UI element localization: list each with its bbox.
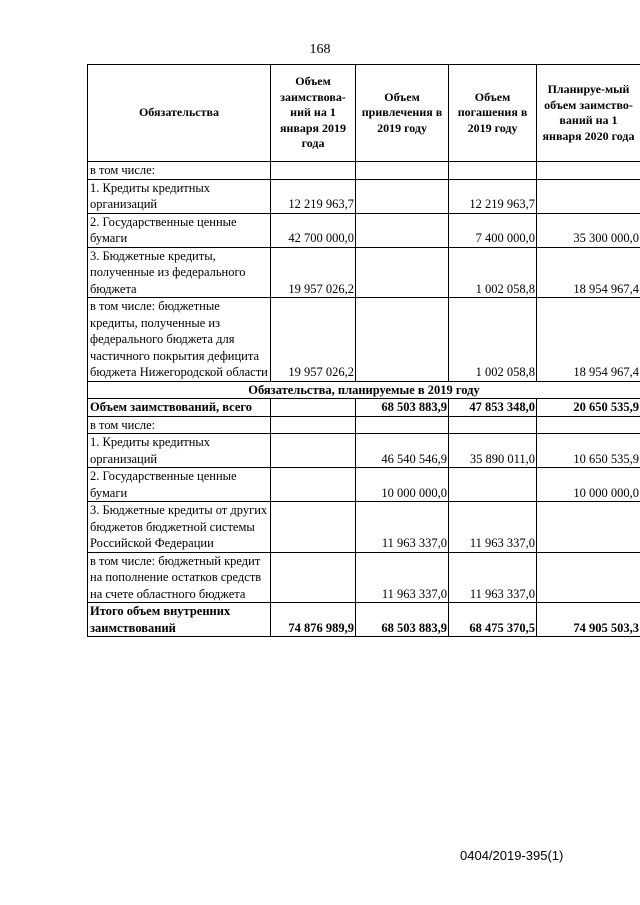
- cell: 42 700 000,0: [271, 213, 356, 247]
- section-row: [88, 381, 640, 399]
- row-label: Итого объем внутренних заимствований: [88, 603, 271, 637]
- cell: 12 219 963,7: [271, 179, 356, 213]
- cell: [271, 434, 356, 468]
- cell: [271, 468, 356, 502]
- cell: [356, 247, 449, 298]
- cell: 18 954 967,4: [537, 247, 640, 298]
- section-title: Обязательства, планируемые в 2019 году: [88, 381, 640, 399]
- cell: [271, 399, 356, 417]
- row-label: 3. Бюджетные кредиты от других бюджетов бюджетной системы Российской Федерации: [88, 502, 271, 553]
- cell: [537, 162, 640, 180]
- cell: 11 963 337,0: [449, 552, 537, 603]
- cell: [449, 162, 537, 180]
- cell: 35 300 000,0: [537, 213, 640, 247]
- cell: 1 002 058,8: [449, 298, 537, 382]
- cell: 68 475 370,5: [449, 603, 537, 637]
- cell: [271, 162, 356, 180]
- cell: [356, 213, 449, 247]
- cell: 35 890 011,0: [449, 434, 537, 468]
- header-planned-jan-2020: Планируе-мый объем заимство-ваний на 1 января 2020 года: [537, 65, 640, 162]
- table-row: [88, 298, 640, 382]
- table-row: [88, 179, 640, 213]
- table-header-row: [88, 65, 640, 162]
- cell: 74 876 989,9: [271, 603, 356, 637]
- header-repayment-2019: Объем погашения в 2019 году: [449, 65, 537, 162]
- cell: 74 905 503,3: [537, 603, 640, 637]
- cell: 10 650 535,9: [537, 434, 640, 468]
- cell: [356, 298, 449, 382]
- table-row: [88, 552, 640, 603]
- cell: 68 503 883,9: [356, 603, 449, 637]
- cell: 11 963 337,0: [449, 502, 537, 553]
- page-number: 168: [309, 42, 331, 57]
- table-row: [88, 502, 640, 553]
- table-row: [88, 399, 640, 417]
- cell: 10 000 000,0: [537, 468, 640, 502]
- cell: 1 002 058,8: [449, 247, 537, 298]
- row-label: Объем заимствований, всего: [88, 399, 271, 417]
- cell: 18 954 967,4: [537, 298, 640, 382]
- table-row: [88, 416, 640, 434]
- row-label: 3. Бюджетные кредиты, полученные из федерального бюджета: [88, 247, 271, 298]
- cell: 19 957 026,2: [271, 247, 356, 298]
- cell: [537, 416, 640, 434]
- cell: 10 000 000,0: [356, 468, 449, 502]
- cell: 19 957 026,2: [271, 298, 356, 382]
- header-obligations: Обязательства: [88, 65, 271, 162]
- header-attraction-2019: Объем привлечения в 2019 году: [356, 65, 449, 162]
- cell: [537, 502, 640, 553]
- debt-table: [87, 64, 640, 637]
- total-row: [88, 603, 640, 637]
- table-row: [88, 247, 640, 298]
- row-label: в том числе:: [88, 416, 271, 434]
- table-row: [88, 162, 640, 180]
- cell: 11 963 337,0: [356, 552, 449, 603]
- cell: [356, 162, 449, 180]
- cell: 12 219 963,7: [449, 179, 537, 213]
- cell: [537, 179, 640, 213]
- cell: 46 540 546,9: [356, 434, 449, 468]
- table-row: [88, 434, 640, 468]
- cell: 47 853 348,0: [449, 399, 537, 417]
- row-label: 1. Кредиты кредитных организаций: [88, 434, 271, 468]
- cell: 7 400 000,0: [449, 213, 537, 247]
- cell: [271, 552, 356, 603]
- cell: [449, 468, 537, 502]
- cell: 68 503 883,9: [356, 399, 449, 417]
- cell: [449, 416, 537, 434]
- header-volume-jan-2019: Объем заимствова-ний на 1 января 2019 года: [271, 65, 356, 162]
- table-row: [88, 468, 640, 502]
- cell: 20 650 535,9: [537, 399, 640, 417]
- row-label: 1. Кредиты кредитных организаций: [88, 179, 271, 213]
- cell: 11 963 337,0: [356, 502, 449, 553]
- cell: [356, 179, 449, 213]
- cell: [537, 552, 640, 603]
- document-code: 0404/2019-395(1): [460, 848, 564, 863]
- row-label: в том числе: бюджетные кредиты, полученные из федерального бюджета для частичного покрытия дефицита бюджета Нижегородской области: [88, 298, 271, 382]
- cell: [271, 502, 356, 553]
- row-label: в том числе:: [88, 162, 271, 180]
- cell: [356, 416, 449, 434]
- row-label: 2. Государственные ценные бумаги: [88, 468, 271, 502]
- row-label: 2. Государственные ценные бумаги: [88, 213, 271, 247]
- cell: [271, 416, 356, 434]
- row-label: в том числе: бюджетный кредит на пополнение остатков средств на счете областного бюджета: [88, 552, 271, 603]
- table-row: [88, 213, 640, 247]
